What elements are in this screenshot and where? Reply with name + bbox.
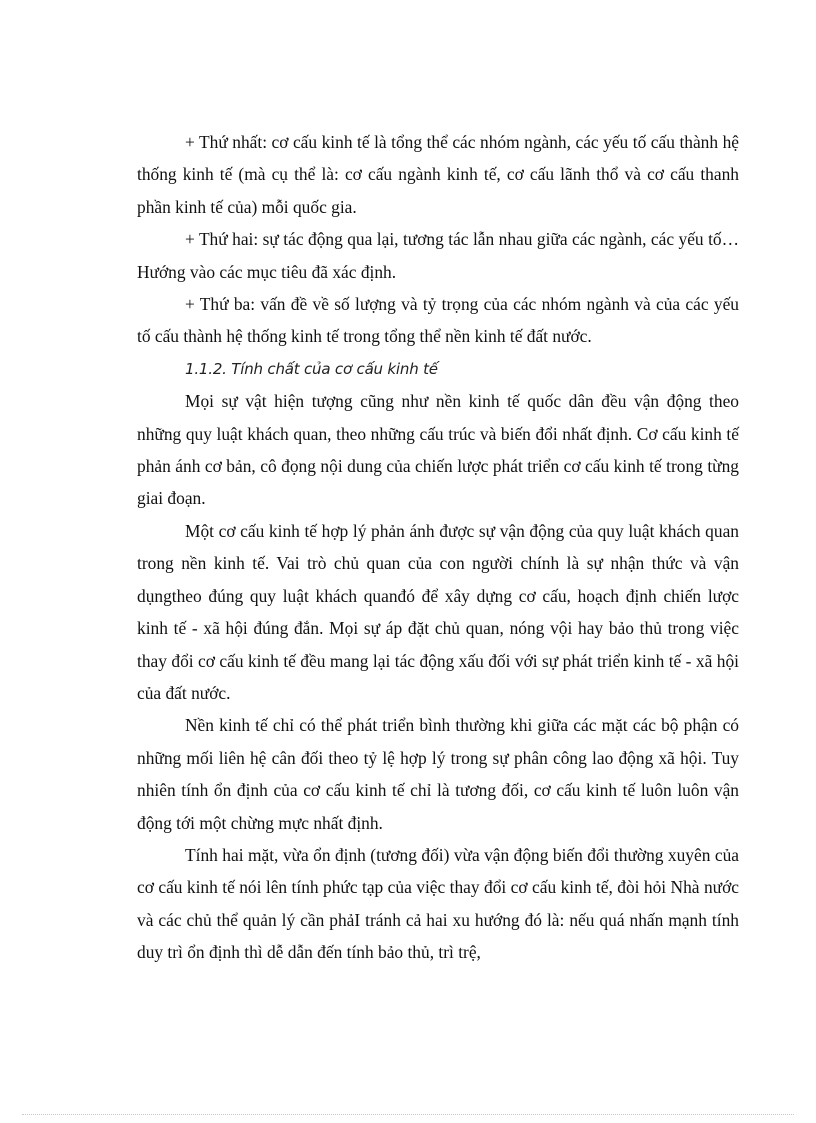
paragraph-body: Mọi sự vật hiện tượng cũng như nền kinh tế quốc dân đều vận động theo những quy luật khách quan, theo những cấu trúc và biến đổi nhất định. Cơ cấu kinh tế phản ánh cơ bản, cô đọng nội dung của chiến lược phát triển cơ cấu kinh tế trong từng giai đoạn. [137,391,739,509]
paragraph-body: Tính hai mặt, vừa ổn định (tương đối) vừa vận động biến đổi thường xuyên của cơ cấu kinh tế nói lên tính phức tạp của việc thay đổi cơ cấu kinh tế, đòi hỏi Nhà nước và các chủ thể quản lý cần phảI tránh cả hai xu hướng đó là: nếu quá nhấn mạnh tính duy trì ổn định thì dễ dẫn đến tính bảo thủ, trì trệ, [137,844,739,963]
paragraph-thu-nhat: + Thứ nhất: cơ cấu kinh tế là tổng thể các nhóm ngành, các yếu tố cấu thành hệ thống kinh tế (mà cụ thể là: cơ cấu ngành kinh tế, cơ cấu lãnh thổ và cơ cấu thanh phần kinh tế của) mỗi quốc gia. [137,132,739,217]
paragraph-body: Nền kinh tế chỉ có thể phát triển bình thường khi giữa các mặt các bộ phận có những mối liên hệ cân đối theo tỷ lệ hợp lý trong sự phân công lao động xã hội. Tuy nhiên tính ổn định của cơ cấu kinh tế chỉ là tương đối, cơ cấu kinh tế luôn luôn vận động tới một chừng mực nhất định. [137,715,739,833]
paragraph-thu-hai: + Thứ hai: sự tác động qua lại, tương tác lẫn nhau giữa các ngành, các yếu tố… Hướng vào các mục tiêu đã xác định. [137,229,739,282]
paragraph-thu-ba: + Thứ ba: vấn đề về số lượng và tỷ trọng của các nhóm ngành và của các yếu tố cấu thành hệ thống kinh tế trong tổng thể nền kinh tế đất nước. [137,294,739,347]
page-bottom-divider [22,1114,794,1115]
document-body [137,126,739,969]
section-heading: 1.1.2. Tính chất của cơ cấu kinh tế [185,359,438,378]
paragraph-body: Một cơ cấu kinh tế hợp lý phản ánh được sự vận động của quy luật khách quan trong nền kinh tế. Vai trò chủ quan của con người chính là sự nhận thức và vận dụngtheo đúng quy luật khách quanđó để xây dựng cơ cấu, hoạch định chiến lược kinh tế - xã hội đúng đắn. Mọi sự áp đặt chủ quan, nóng vội hay bảo thủ trong việc thay đổi cơ cấu kinh tế đều mang lại tác động xấu đối với sự phát triển kinh tế - xã hội của đất nước. [137,520,739,703]
